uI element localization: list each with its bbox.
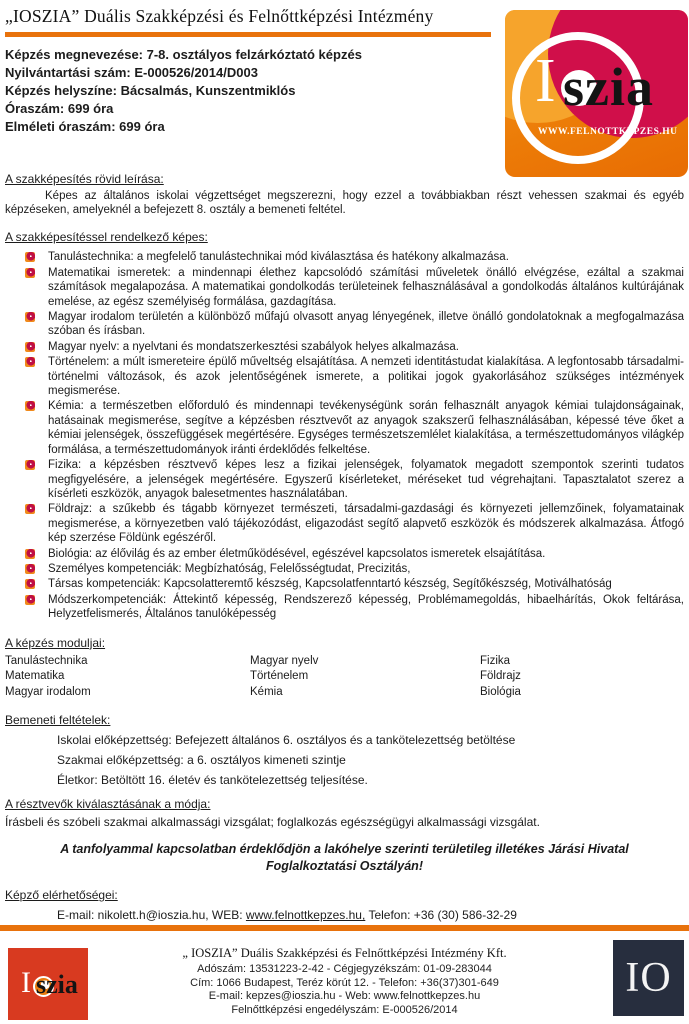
- selection-method-text: Írásbeli és szóbeli szakmai alkalmassági vizsgálat; foglalkozás egészségügyi alkalmassági vizsgálat.: [5, 815, 540, 830]
- list-item: [25, 593, 684, 622]
- contact-prefix-text: E-mail: nikolett.h@ioszia.hu, WEB:: [57, 908, 246, 923]
- list-item: [25, 310, 684, 339]
- list-item: [25, 562, 684, 576]
- footer-company-name: „ IOSZIA” Duális Szakképzési és Felnőttképzési Intézmény Kft.: [182, 946, 507, 960]
- list-item-text: Társas kompetenciák: Kapcsolatteremtő készség, Kapcsolatfenntartó készség, Segítőkészség, Motiválhatóság: [48, 578, 612, 591]
- list-item-text: Magyar irodalom területén a különböző műfajú olvasott anyag lényegének, illetve önálló gondolatoknak a megfogalmazása szóban és írásban.: [48, 311, 684, 338]
- entry-requirement-item: Iskolai előképzettség: Befejezett általános 6. osztályos és a tankötelezettség betöltése: [57, 733, 516, 748]
- entry-requirements-list: [5, 733, 684, 787]
- list-item-text: Tanulástechnika: a megfelelő tanulástechnikai mód kiválasztása és hatékony alkalmazása.: [48, 251, 509, 264]
- list-item-text: Módszerkompetenciák: Áttekintő képesség, Rendszerező képesség, Problémamegoldás, hibaelhárítás, Okok feltárása, Helyzetfelismerés, Általános tanulóképesség: [48, 593, 684, 621]
- ioszia-bullet-icon: [25, 357, 35, 367]
- list-item: [25, 250, 684, 264]
- section-heading-modules: A képzés moduljai:: [5, 635, 106, 650]
- list-item: [25, 266, 684, 309]
- header-rule: [5, 32, 491, 37]
- module-cell: Földrajz: [480, 670, 521, 683]
- footer-body: [0, 931, 689, 1024]
- list-item-text: Személyes kompetenciák: Megbízhatóság, Felelősségtudat, Precizitás,: [48, 562, 411, 575]
- course-hours-line: Óraszám: 699 óra: [5, 101, 114, 116]
- ioszia-bullet-icon: [25, 460, 35, 470]
- list-item: [25, 502, 684, 545]
- list-item-text: Biológia: az élővilág és az ember életműködésével, egészével kapcsolatos ismeretek elsajátítása.: [48, 547, 546, 560]
- list-item: [25, 399, 684, 457]
- section-heading-competencies: A szakképesítéssel rendelkező képes:: [5, 230, 208, 245]
- footer-io-logo-text: IO: [625, 955, 672, 1001]
- page-title: „IOSZIA” Duális Szakképzési és Felnőttképzési Intézmény: [5, 6, 434, 26]
- list-item-text: Matematikai ismeretek: a mindennapi élethez kapcsolódó számítási műveletek önálló elvégzése, ezáltal a szakmai számítások megalapozása. A matematikai gondolkodás területeinek felhasználásával a gondolkodás általános kultúrájának emelése, az egész személyiség formálása, gazdagítása.: [48, 266, 684, 308]
- footer-address-line: Cím: 1066 Budapest, Teréz körút 12. - Telefon: +36(37)301-649: [190, 976, 499, 989]
- footer-email-web-line: E-mail: kepzes@ioszia.hu - Web: www.felnottkepzes.hu: [208, 990, 481, 1002]
- entry-requirement-item: Szakmai előképzettség: a 6. osztályos kimeneti szintje: [57, 753, 346, 768]
- module-cell: Magyar irodalom: [5, 685, 91, 698]
- course-name-line: Képzés megnevezése: 7-8. osztályos felzárkóztató képzés: [5, 47, 362, 62]
- ioszia-bullet-icon: [25, 252, 35, 262]
- registration-number-line: Nyilvántartási szám: E-000526/2014/D003: [5, 65, 258, 80]
- section-heading-selection: A résztvevők kiválasztásának a módja:: [5, 797, 211, 812]
- footer-company-info: [125, 931, 565, 1017]
- competency-list: [5, 250, 684, 621]
- module-table: [5, 654, 684, 701]
- ioszia-bullet-icon: [25, 504, 35, 514]
- section-heading-contact: Képző elérhetőségei:: [5, 888, 118, 903]
- ioszia-bullet-icon: [25, 342, 35, 352]
- module-cell: Fizika: [480, 654, 511, 667]
- website-link[interactable]: www.felnottkepzes.hu,: [245, 908, 366, 923]
- module-cell: Történelem: [250, 670, 309, 683]
- list-item: [25, 355, 684, 398]
- footer-logo-letter-i: I: [21, 966, 31, 999]
- ioszia-bullet-icon: [25, 579, 35, 589]
- theory-hours-line: Elméleti óraszám: 699 óra: [5, 119, 165, 134]
- list-item: [25, 458, 684, 501]
- logo-letters-szia: szia: [563, 57, 654, 117]
- list-item: [25, 577, 684, 591]
- ioszia-bullet-icon: [25, 401, 35, 411]
- footer-io-logo: [613, 940, 684, 1016]
- logo-website-text: WWW.FELNOTTKEPZES.HU: [538, 127, 678, 137]
- ioszia-bullet-icon: [25, 268, 35, 278]
- course-info-block: [5, 46, 475, 136]
- course-location-line: Képzés helyszíne: Bácsalmás, Kunszentmiklós: [5, 83, 296, 98]
- module-cell: Kémia: [250, 685, 283, 698]
- short-description-paragraph: Képes az általános iskolai végzettséget megszerezni, hogy ezzel a továbbiakban részt vehessen szakmai és egyéb képzéseken, amelyeknél a befejezett 8. osztály a bemeneti feltétel.: [5, 190, 684, 217]
- list-item-text: Fizika: a képzésben résztvevő képes lesz a fizikai jelenségek, folyamatok megadott szempontok szerinti tudatos megfigyelésére, a jelenségek megértésére. Egyszerű kísérleteket, méréseket tud végrehajtani. Tapasztalatot szerez a kísérleti eszközök, anyagok balesetmentes használatában.: [48, 459, 684, 500]
- ioszia-bullet-icon: [25, 595, 35, 605]
- footer-tax-line: Adószám: 13531223-2-42 - Cégjegyzékszám: 01-09-283044: [197, 963, 492, 975]
- module-cell: Matematika: [5, 670, 65, 683]
- list-item-text: Történelem: a múlt ismereteire épülő műveltség elsajátítása. A nemzeti identitástudat kialakítása. A legfontosabb társadalmi-történelmi változások, és azok jelentőségének ismerete, a politikai jogok gyakorlásához szükséges intézmények megismerése.: [48, 356, 684, 398]
- footer-ioszia-logo: [8, 948, 88, 1020]
- list-item-text: Magyar nyelv: a nyelvtani és mondatszerkesztési szabályok helyes alkalmazása.: [48, 340, 459, 353]
- footer-license-line: Felnőttképzési engedélyszám: E-000526/2014: [231, 1003, 458, 1016]
- module-cell: Magyar nyelv: [250, 654, 319, 667]
- ioszia-bullet-icon: [25, 564, 35, 574]
- contact-line: [5, 908, 684, 922]
- section-heading-short-description: A szakképesítés rövid leírása:: [5, 172, 164, 186]
- module-cell: Tanulástechnika: [5, 654, 88, 667]
- entry-requirement-item: Életkor: Betöltött 16. életév és tankötelezettség teljesítése.: [57, 773, 368, 788]
- list-item-text: Kémia: a természetben előforduló és mindennapi tevékenységünk során felhasznált anyagok kémiai tulajdonságainak, hatásainak megismerése, segítve a képzésben résztvevőt az anyagok szakszerű felhasználásában, képessé téve őket a kémiai jelenségek, összefüggések megértésére. Egységes természetszemlélet kialakítása, a természettudományos világkép formálása, a természettudományok iránti érdeklődés felkeltése.: [48, 400, 684, 456]
- logo-letter-i: I: [535, 47, 556, 115]
- footer-logo-letters-szia: szia: [36, 970, 78, 999]
- list-item: [25, 547, 684, 561]
- info-notice: A tanfolyammal kapcsolatban érdeklődjön a lakóhelye szerinti területileg illetékes Járási Hivatal Foglalkoztatási Osztályán!: [60, 842, 629, 873]
- module-cell: Biológia: [480, 685, 521, 698]
- list-item: [25, 340, 684, 354]
- ioszia-logo: [505, 10, 688, 177]
- ioszia-bullet-icon: [25, 549, 35, 559]
- ioszia-bullet-icon: [25, 312, 35, 322]
- list-item-text: Földrajz: a szűkebb és tágabb környezet természeti, társadalmi-gazdasági és környezeti jellemzőinek, folyamatainak megismerése, a környezetben való tájékozódást, eligazodást segítő alapvető eszközök és módszerek alkalmazása. Átfogó kép szerzése Földünk egészéről.: [48, 503, 684, 545]
- footer: [0, 925, 689, 1024]
- contact-suffix-text: Telefon: +36 (30) 586-32-29: [365, 908, 517, 923]
- section-heading-entry-requirements: Bemeneti feltételek:: [5, 713, 111, 728]
